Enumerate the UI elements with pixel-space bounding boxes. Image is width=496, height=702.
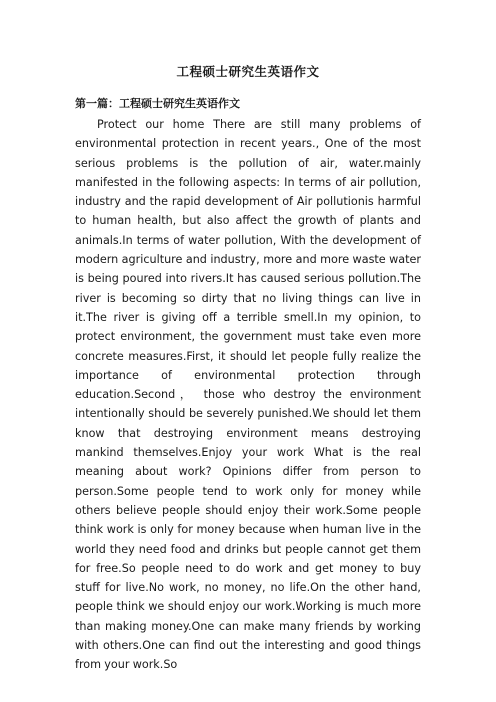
essay-body-text: Protect our home There are still many problems of environmental protection in recent years., One of the most serious problems is the pollution of air, water.mainly manifested in the following aspects: In terms of air pollution, industry and the rapid development of Air pollutionis harmful to human health, but also affect the growth of plants and animals.In terms of water pollution, With the development of modern agriculture and industry, more and more waste water is being poured into rivers.It has caused serious pollution.The river is becoming so dirty that no living things can live in it.The river is giving off a terrible smell.In my opinion, to protect environment, the government must take even more concrete measures.First, it should let people fully realize the importance of environmental protection through education.Second， those who destroy the environment intentionally should be severely punished.We should let them know that destroying environment means destroying mankind themselves.Enjoy your work What is the real meaning about work? Opinions differ from person to person.Some people tend to work only for money while others believe people should enjoy their work.Some people think work is only for money because when human live in the world they need food and drinks but people cannot get them for free.So people need to do work and get money to buy stuff for live.No work, no money, no life.On the other hand, people think we should enjoy our work.Working is much more than making money.One can make many friends by working with others.One can find out the interesting and good things from your work.So (75, 118, 421, 672)
document-title: 工程硕士研究生英语作文 (176, 64, 320, 79)
section-heading: 第一篇：工程硕士研究生英语作文 (75, 97, 240, 110)
